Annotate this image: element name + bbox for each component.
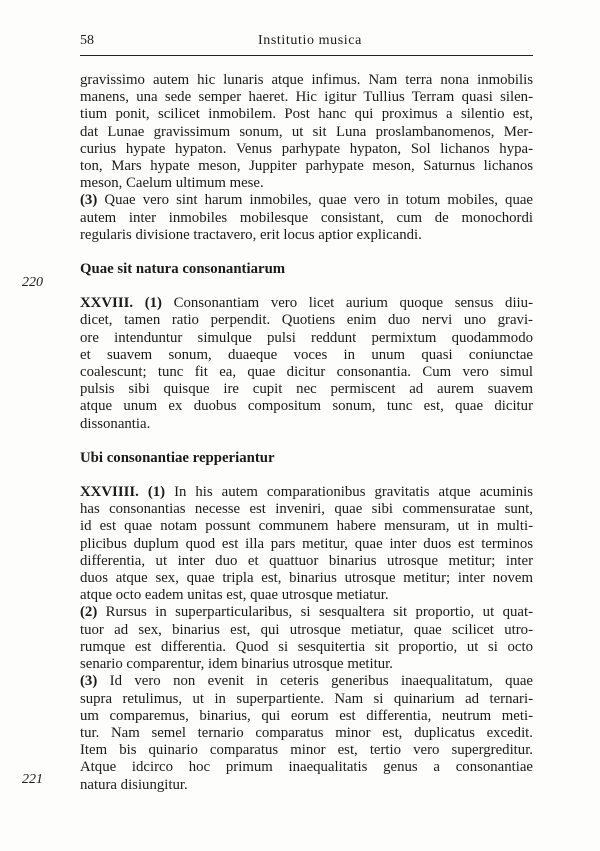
text-line: coalescunt; tunc fit ea, quae dicitur consonantia. Cum vero simul: [80, 364, 533, 381]
text-line: ton, Mars hypate meson, Juppiter parhypate meson, Saturnus lichanos: [80, 158, 533, 175]
running-header: [80, 33, 533, 56]
text-line: autem inter inmobiles mobilesque consistant, cum de monochordi: [80, 209, 533, 226]
page-number: 58: [80, 33, 94, 48]
text-line: tuor ad sex, binarius est, qui utrosque metiatur, quae scilicet utro-: [80, 621, 533, 638]
text-line: senario comparentur, idem binarius utrosque metitur.: [80, 656, 393, 673]
text-line: et suavem sonum, duaeque voces in unum quasi coniunctae: [80, 346, 533, 363]
page-body: [80, 72, 533, 794]
running-title: Institutio musica: [258, 33, 362, 48]
chapter-number: XXVIIII.: [80, 484, 139, 501]
paragraph-marker: (1): [144, 295, 162, 312]
text-line: meson, Caelum ultimum mese.: [80, 175, 264, 192]
text-line: atque octo eadem unitas est, quae utrosque metiatur.: [80, 587, 389, 604]
paragraph-marker: (2): [80, 604, 98, 621]
paragraph-marker: (3): [80, 192, 98, 209]
text-line: Item bis quinario comparatus minor est, tertio vero supergreditur.: [80, 742, 533, 759]
text-line: gravissimo autem hic lunaris atque infimus. Nam terra nona inmobilis: [80, 72, 533, 88]
chapter-number: XXVIII.: [80, 295, 134, 312]
text-line: ore intenduntur simulque pulsi reddunt permixtum quodammodo: [80, 329, 533, 346]
text-line: XXVIIII. (1) In his autem comparationibus gravitatis atque acuminis: [80, 484, 534, 501]
margin-number: 220: [22, 275, 43, 290]
paragraph-marker: (1): [147, 484, 166, 501]
text-line: tium ponit, scilicet inmobilem. Post hanc qui proximus a silentio est,: [80, 106, 533, 123]
text-line: rumque est differentia. Quod si sesquitertia sit proportio, ut si octo: [80, 638, 533, 655]
text-line: natura disiungitur.: [80, 776, 188, 793]
text-line: um comparemus, binarius, qui eorum est differentia, neutrum meti-: [80, 707, 533, 724]
text-line: curius hypate hypaton. Venus parhypate hypaton, Sol lichanos hypa-: [80, 140, 533, 157]
paragraph-marker: (3): [80, 673, 98, 690]
text-line: atque unum ex duobus compositum sonum, tunc est, quae dicitur: [80, 398, 533, 415]
text-line: XXVIII. (1) Consonantiam vero licet aurium quoque sensus diiu-: [80, 295, 533, 312]
text-line: tur. Nam semel ternario comparatus minor est, duplicatus excedit.: [80, 724, 533, 741]
text-line: dicet, tamen ratio perpendit. Quotiens enim duo nervi uno gravi-: [80, 312, 533, 329]
text-line: (2) Rursus in superparticularibus, si sesqualtera sit proportio, ut quat-: [80, 604, 533, 621]
text-line: plicibus duplum quod est illa pars metitur, quae inter duos est terminos: [80, 535, 533, 552]
text-line: manens, una sede semper haeret. Hic igitur Tullius Terram quasi silen-: [80, 89, 533, 106]
text-line: Atque idcirco hoc primum inaequalitatis genus a consonantiae: [80, 759, 533, 776]
section-heading: Quae sit natura consonantiarum: [80, 261, 286, 278]
text-line: duos atque sex, quae tripla est, binarius utrosque metitur; inter novem: [80, 570, 533, 587]
text-line: id est quae notam possunt communem habere mensuram, ut in multi-: [80, 518, 533, 535]
text-line: has consonantias necesse est inveniri, quae sibi commensuratae sunt,: [80, 501, 533, 518]
text-line: dat Lunae gravissimum sonum, ut sit Luna proslambanomenos, Mer-: [80, 123, 533, 140]
text-line: dissonantia.: [80, 415, 151, 432]
section-heading: Ubi consonantiae repperiantur: [80, 449, 275, 466]
text-line: regularis divisione tractavero, erit locus aptior explicandi.: [80, 226, 422, 243]
text-line: (3) Quae vero sint harum inmobiles, quae vero in totum mobiles, quae: [80, 192, 533, 209]
text-line: (3) Id vero non evenit in ceteris generibus inaequalitatum, quae: [80, 673, 533, 690]
margin-number: 221: [22, 772, 43, 787]
text-line: pulsis sibi quisque ire cupit nec permiscent ad aurem suavem: [80, 381, 533, 398]
text-line: supra retulimus, ut in superpartiente. Nam si quinarium ad ternari-: [80, 690, 533, 707]
text-line: differentia, ut inter duo et quattuor binarius utrosque metitur; inter: [80, 552, 533, 569]
